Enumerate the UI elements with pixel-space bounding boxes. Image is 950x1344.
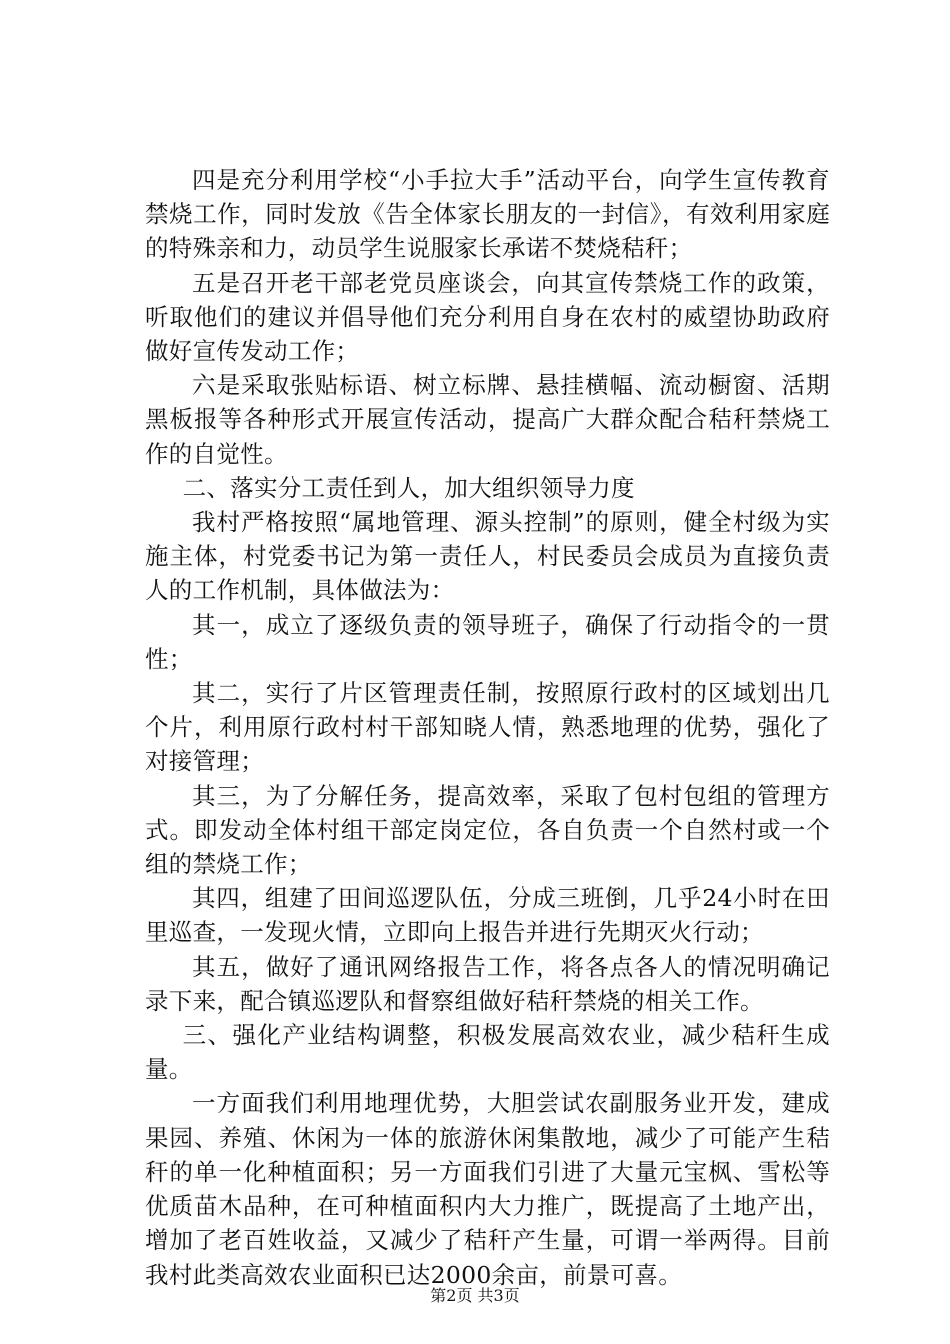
document-body xyxy=(145,163,830,1292)
paragraph-item-two: 其二，实行了片区管理责任制，按照原行政村的区域划出几个片，利用原行政村村干部知晓人情，熟悉地理的优势，强化了对接管理； xyxy=(145,679,830,776)
paragraph-fifth-measure: 五是召开老干部老党员座谈会，向其宣传禁烧工作的政策，听取他们的建议并倡导他们充分利用自身在农村的威望协助政府做好宣传发动工作； xyxy=(145,268,830,366)
paragraph-principle: 我村严格按照“属地管理、源头控制”的原则，健全村级为实施主体，村党委书记为第一责任人，村民委员会成员为直接负责人的工作机制，具体做法为： xyxy=(145,508,830,605)
section-heading-three: 三、强化产业结构调整，积极发展高效农业，减少秸秆生成量。 xyxy=(145,1021,830,1084)
paragraph-item-four: 其四，组建了田间巡逻队伍，分成三班倒，几乎24小时在田里巡查，一发现火情，立即向上报告并进行先期灭火行动； xyxy=(145,884,830,947)
section-heading-two: 二、落实分工责任到人，加大组织领导力度 xyxy=(182,473,635,502)
paragraph-item-one: 其一，成立了逐级负责的领导班子，确保了行动指令的一贯性； xyxy=(145,610,830,673)
paragraph-item-three: 其三，为了分解任务，提高效率，采取了包村包组的管理方式。即发动全体村组干部定岗定位，各自负责一个自然村或一个组的禁烧工作； xyxy=(145,781,830,879)
paragraph-item-five: 其五，做好了通讯网络报告工作，将各点各人的情况明确记录下来，配合镇巡逻队和督察组做好秸秆禁烧的相关工作。 xyxy=(145,952,830,1015)
paragraph-agriculture: 一方面我们利用地理优势，大胆尝试农副服务业开发，建成果园、养殖、休闲为一体的旅游休闲集散地，减少了可能产生秸秆的单一化种植面积；另一方面我们引进了大量元宝枫、雪松等优质苗木品种，在可种植面积内大力推广，既提高了土地产出，增加了老百姓收益，又减少了秸秆产生量，可谓一举两得。目前我村此类高效农业面积已达2000余亩，前景可喜。 xyxy=(145,1089,830,1289)
page-footer: 第2页 共3页 xyxy=(430,1286,520,1305)
paragraph-fourth-measure: 四是充分利用学校“小手拉大手”活动平台，向学生宣传教育禁烧工作，同时发放《告全体家长朋友的一封信》，有效利用家庭的特殊亲和力，动员学生说服家长承诺不焚烧秸秆； xyxy=(145,166,830,263)
paragraph-sixth-measure: 六是采取张贴标语、树立标牌、悬挂横幅、流动橱窗、活期黑板报等各种形式开展宣传活动，提高广大群众配合秸秆禁烧工作的自觉性。 xyxy=(145,371,830,468)
